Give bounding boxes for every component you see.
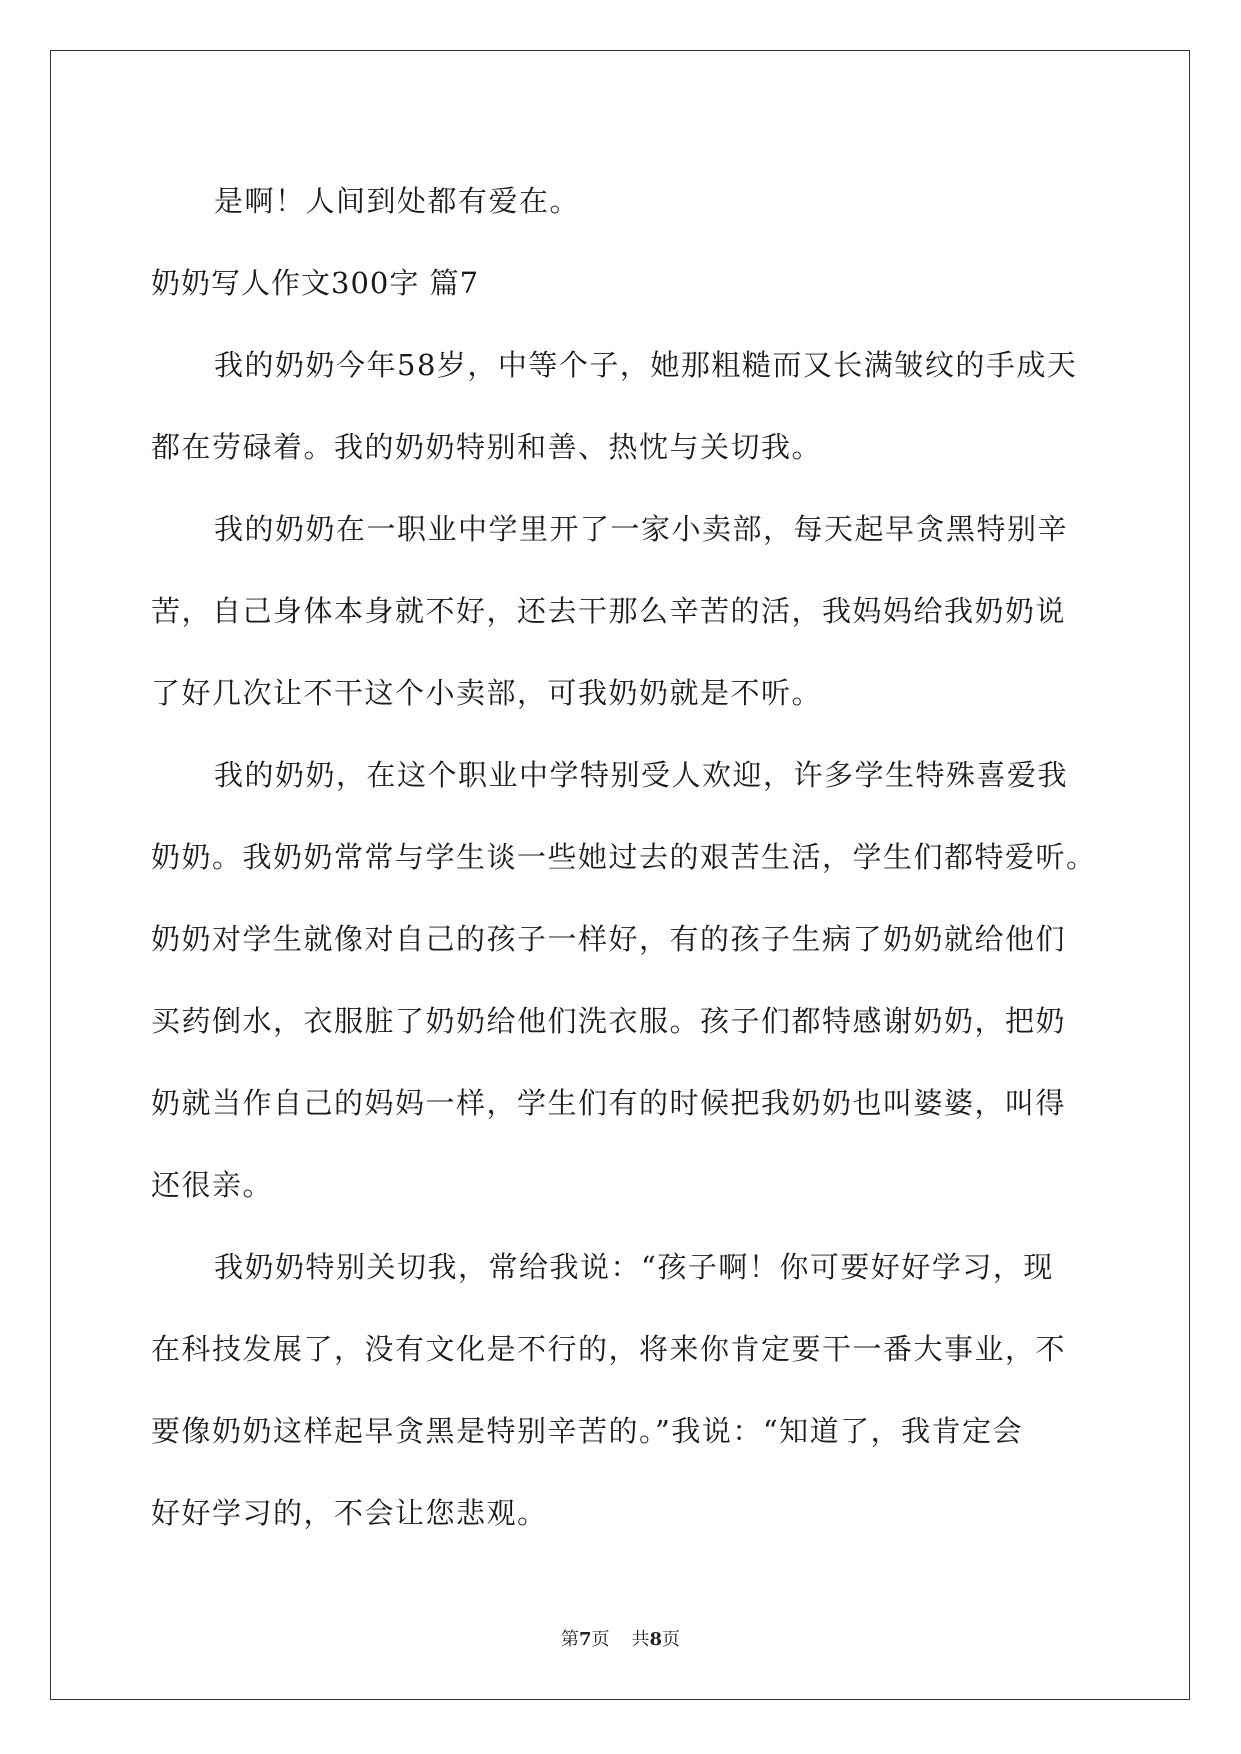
text-line: 好好学习的，不会让您悲观。 [151, 1496, 548, 1530]
text-line: 买药倒水，衣服脏了奶奶给他们洗衣服。孩子们都特感谢奶奶，把奶 [151, 1004, 1067, 1038]
text-line: 是啊！人间到处都有爱在。 [214, 184, 581, 218]
text-line: 奶就当作自己的妈妈一样，学生们有的时候把我奶奶也叫婆婆，叫得 [151, 1086, 1067, 1120]
text-line: 奶奶。我奶奶常常与学生谈一些她过去的艰苦生活，学生们都特爱听。 [151, 840, 1097, 874]
text-line: 我奶奶特别关切我，常给我说：“孩子啊！你可要好好学习，现 [214, 1250, 1054, 1284]
page-footer [0, 1628, 1241, 1652]
page-number: 7 [578, 1629, 592, 1650]
total-prefix: 共 [631, 1629, 650, 1650]
page-suffix: 页 [591, 1629, 610, 1650]
document-body [151, 160, 1097, 1554]
text-line: 我的奶奶今年58岁，中等个子，她那粗糙而又长满皱纹的手成天 [214, 348, 1078, 382]
section-heading: 奶奶写人作文300字 篇7 [151, 266, 480, 300]
text-line: 都在劳碌着。我的奶奶特别和善、热忱与关切我。 [151, 430, 823, 464]
text-line: 我的奶奶，在这个职业中学特别受人欢迎，许多学生特殊喜爱我 [214, 758, 1069, 792]
text-line: 奶奶对学生就像对自己的孩子一样好，有的孩子生病了奶奶就给他们 [151, 922, 1067, 956]
page-total: 8 [649, 1629, 663, 1650]
text-line: 要像奶奶这样起早贪黑是特别辛苦的。”我说：“知道了，我肯定会 [151, 1414, 1024, 1448]
text-line: 我的奶奶在一职业中学里开了一家小卖部，每天起早贪黑特别辛 [214, 512, 1069, 546]
text-line: 还很亲。 [151, 1168, 274, 1202]
text-line: 在科技发展了，没有文化是不行的，将来你肯定要干一番大事业，不 [151, 1332, 1067, 1366]
page-prefix: 第 [560, 1629, 579, 1650]
text-line: 了好几次让不干这个小卖部，可我奶奶就是不听。 [151, 676, 823, 710]
text-line: 苦，自己身体本身就不好，还去干那么辛苦的活，我妈妈给我奶奶说 [151, 594, 1067, 628]
total-suffix: 页 [662, 1629, 681, 1650]
